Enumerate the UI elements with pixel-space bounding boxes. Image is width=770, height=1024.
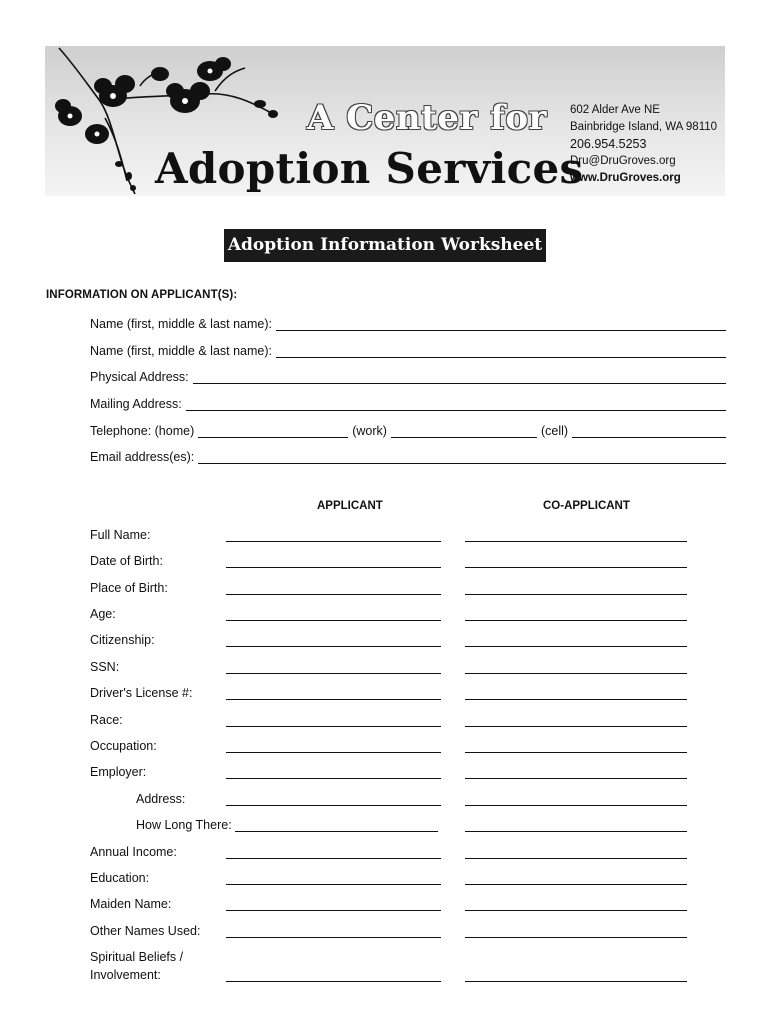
table-row [90,841,690,861]
field-label: Employer: [90,765,147,779]
name-field-2[interactable] [276,345,726,358]
name-label-2: Name (first, middle & last name): [90,344,272,358]
co-applicant-field[interactable] [465,927,687,938]
field-label: Maiden Name: [90,897,172,911]
field-label: Annual Income: [90,845,177,859]
email-field[interactable] [198,451,726,464]
email-row [90,446,726,464]
telephone-home-field[interactable] [198,425,348,438]
field-label: Age: [90,607,116,621]
co-applicant-field[interactable] [465,768,687,779]
table-row [90,867,690,887]
table-row [90,629,690,649]
applicant-field[interactable] [235,821,438,832]
contact-address-line1: 602 Alder Ave NE [570,104,660,116]
contact-email: Dru@DruGroves.org [570,155,676,167]
mailing-address-label: Mailing Address: [90,397,182,411]
co-applicant-field[interactable] [465,636,687,647]
contact-block [570,102,717,187]
table-row [90,656,690,676]
brand-name-line2: Adoption Services [155,144,584,193]
applicant-field[interactable] [226,742,441,753]
table-row [90,920,690,940]
applicant-field[interactable] [226,927,441,938]
physical-address-row [90,366,726,384]
co-applicant-field[interactable] [465,900,687,911]
co-applicant-field[interactable] [465,689,687,700]
telephone-work-label: (work) [352,424,387,438]
field-label: Full Name: [90,528,151,542]
mailing-address-field[interactable] [186,398,726,411]
co-applicant-field[interactable] [465,821,687,832]
email-label: Email address(es): [90,450,195,464]
field-label: Citizenship: [90,633,155,647]
brand-name-line1: A Center for [307,98,547,138]
field-label: How Long There: [136,818,232,832]
co-applicant-field[interactable] [465,557,687,568]
name-field-1[interactable] [276,318,726,331]
worksheet-title: Adoption Information Worksheet [224,229,546,262]
field-label: Education: [90,871,150,885]
applicant-field[interactable] [226,971,441,982]
applicant-field[interactable] [226,663,441,674]
table-row [90,603,690,623]
co-applicant-field[interactable] [465,663,687,674]
table-row [90,946,690,966]
field-label: Spiritual Beliefs / [90,950,184,964]
applicant-field[interactable] [226,768,441,779]
co-applicant-field[interactable] [465,971,687,982]
field-label: Occupation: [90,739,157,753]
applicant-field[interactable] [226,610,441,621]
mailing-address-row [90,393,726,411]
physical-address-field[interactable] [193,371,726,384]
field-label: Place of Birth: [90,581,168,595]
field-label: Involvement: [90,968,161,982]
letterhead-banner [45,46,725,196]
field-label: Other Names Used: [90,924,201,938]
table-row [90,814,690,834]
applicant-field[interactable] [226,795,441,806]
applicant-field[interactable] [226,716,441,727]
table-row [90,524,690,544]
applicant-field[interactable] [226,900,441,911]
field-label: Date of Birth: [90,554,163,568]
co-applicant-field[interactable] [465,742,687,753]
co-applicant-field[interactable] [465,584,687,595]
field-label: Address: [136,792,186,806]
table-row [90,735,690,755]
applicant-field[interactable] [226,531,441,542]
contact-address-line2: Bainbridge Island, WA 98110 [570,121,718,133]
co-applicant-column-heading: CO-APPLICANT [543,500,630,512]
co-applicant-field[interactable] [465,610,687,621]
table-row [90,709,690,729]
table-row [90,761,690,781]
contact-website: www.DruGroves.org [570,172,681,184]
telephone-cell-field[interactable] [572,425,726,438]
applicant-column-heading: APPLICANT [317,500,383,512]
co-applicant-field[interactable] [465,874,687,885]
table-row [90,893,690,913]
applicant-field[interactable] [226,689,441,700]
name-row-1 [90,313,726,331]
co-applicant-field[interactable] [465,531,687,542]
co-applicant-field[interactable] [465,716,687,727]
applicant-field[interactable] [226,584,441,595]
table-row [90,788,690,808]
table-row [90,577,690,597]
co-applicant-field[interactable] [465,848,687,859]
co-applicant-field[interactable] [465,795,687,806]
table-row [90,682,690,702]
name-label-1: Name (first, middle & last name): [90,317,272,331]
applicant-field[interactable] [226,848,441,859]
name-row-2 [90,340,726,358]
field-label: Driver's License #: [90,686,193,700]
field-label: Race: [90,713,123,727]
telephone-home-label: Telephone: (home) [90,424,195,438]
contact-phone: 206.954.5253 [570,137,647,151]
physical-address-label: Physical Address: [90,370,189,384]
table-row [90,550,690,570]
telephone-cell-label: (cell) [540,424,569,438]
telephone-work-field[interactable] [391,425,537,438]
telephone-row [90,420,726,438]
field-label: SSN: [90,660,120,674]
applicant-field[interactable] [226,557,441,568]
table-row [90,964,690,984]
applicant-field[interactable] [226,636,441,647]
applicant-field[interactable] [226,874,441,885]
section-heading: INFORMATION ON APPLICANT(S): [46,289,238,301]
